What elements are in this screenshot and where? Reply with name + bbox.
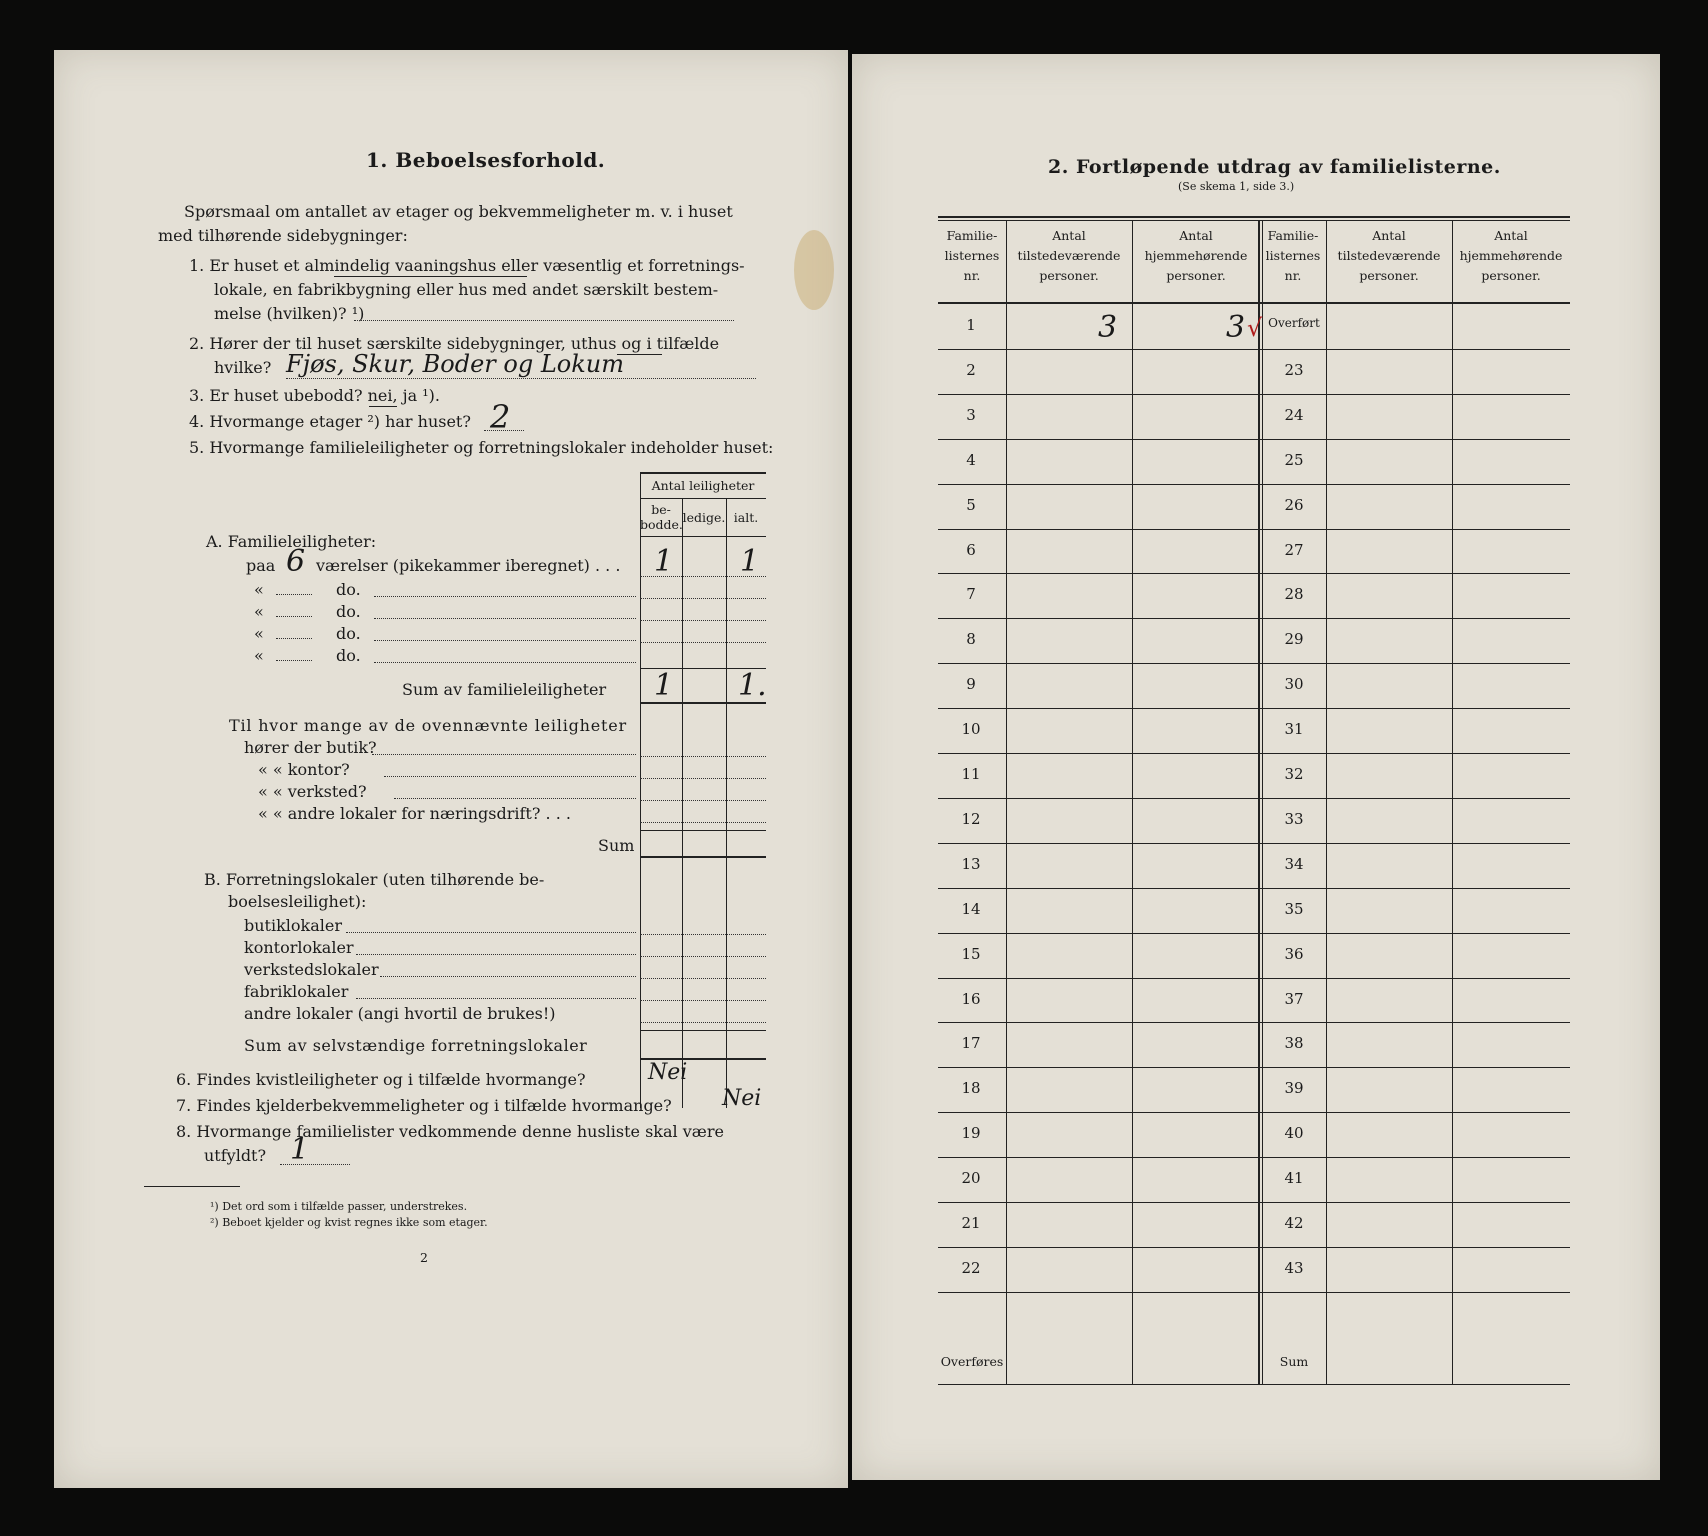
table-row-line <box>640 978 766 979</box>
leader-dots <box>374 596 636 597</box>
table-row-line <box>938 1292 1570 1293</box>
footnote-1: ¹) Det ord som i tilfælde passer, understrekes. <box>210 1200 468 1213</box>
underline-nei <box>369 406 397 407</box>
header-familielisternes-nr: Familie- listernes nr. <box>944 228 1000 283</box>
header-tilstedevaerende: Antal tilstedeværende personer. <box>1017 228 1121 283</box>
table-col-divider-2 <box>726 498 727 1108</box>
paper-stain <box>794 230 834 310</box>
row-number-left: 5 <box>966 495 976 514</box>
row-number-right: 25 <box>1284 450 1304 469</box>
table-row-line <box>938 933 1570 934</box>
table-row-line <box>938 1067 1570 1068</box>
row-number-left: 15 <box>961 944 981 963</box>
table-col-divider-1 <box>682 498 683 1108</box>
question-7-answer: Nei <box>722 1086 762 1111</box>
do-row-blank <box>276 616 312 617</box>
table-row-line <box>938 618 1570 619</box>
table-header-divider <box>640 498 766 499</box>
row-number-left: 6 <box>966 540 976 559</box>
til-line-2: hører der butik? <box>244 738 377 757</box>
question-1-line-2: lokale, en fabrikbygning eller hus med andet særskilt bestem- <box>214 280 719 299</box>
row-number-right: 40 <box>1284 1124 1304 1143</box>
row-number-right: 38 <box>1284 1034 1304 1053</box>
left-page-title: 1. Beboelsesforhold. <box>366 148 606 172</box>
question-4: 4. Hvormange etager ²) har huset? <box>189 412 471 431</box>
table-row-line <box>640 642 766 643</box>
leader-dots <box>346 932 636 933</box>
row-number-right: 30 <box>1284 675 1304 694</box>
table-row-line <box>640 934 766 935</box>
row-number-right: 23 <box>1284 360 1304 379</box>
table-row-line <box>640 830 766 831</box>
table-row-line <box>938 753 1570 754</box>
row-number-right: 32 <box>1284 765 1304 783</box>
question-3: 3. Er huset ubebodd? nei, ja ¹). <box>189 386 440 405</box>
table-row-line <box>640 956 766 957</box>
table-row-line <box>640 598 766 599</box>
question-8-answer: 1 <box>290 1132 310 1167</box>
row-1-tilstedevaerende: 3 <box>1098 310 1118 345</box>
row-number-left: 21 <box>961 1214 981 1232</box>
answer-line <box>280 1164 350 1165</box>
question-6-answer: Nei <box>648 1060 688 1085</box>
question-2-answer: Fjøs, Skur, Boder og Lokum <box>286 350 624 378</box>
table-row-line <box>938 1022 1570 1023</box>
header-hjemmehorende: Antal hjemmehørende personer. <box>1144 228 1248 283</box>
table-header-bottom <box>640 536 766 537</box>
red-check-mark: √ <box>1247 314 1263 342</box>
row-number-left: 22 <box>961 1258 981 1277</box>
footnote-2: ²) Beboet kjelder og kvist regnes ikke som etager. <box>210 1216 488 1229</box>
column-bebodde: be- bodde. <box>640 502 683 532</box>
row-number-right: 36 <box>1284 944 1304 963</box>
section-b-line-2: boelsesleilighet): <box>228 892 367 911</box>
row-number-right: 37 <box>1284 989 1304 1008</box>
footer-overfores: Overføres <box>940 1354 1004 1369</box>
row-number-left: 7 <box>966 585 976 604</box>
sum-fam-bebodde: 1 <box>654 668 674 703</box>
row-number-left: 1 <box>966 316 976 334</box>
b-kontorlokaler: kontorlokaler <box>244 938 354 957</box>
do-row-prefix: « <box>254 602 264 621</box>
table-header: Antal leiligheter <box>651 478 755 493</box>
question-1-line-3: melse (hvilken)? ¹) <box>214 304 365 323</box>
row-number-left: 13 <box>961 854 981 873</box>
do-row-blank <box>276 638 312 639</box>
section-a-title: A. Familieleiligheter: <box>206 532 377 551</box>
table-row-line <box>938 394 1570 395</box>
table-row-line <box>938 1202 1570 1203</box>
table-row-line <box>640 576 766 577</box>
til-line-1: Til hvor mange av de ovennævnte leiligheter <box>229 716 627 735</box>
intro-line-2: med tilhørende sidebygninger: <box>158 226 408 245</box>
row-number-right: 31 <box>1284 720 1304 739</box>
table-row-line <box>938 439 1570 440</box>
b-andre-lokaler: andre lokaler (angi hvortil de brukes!) <box>244 1004 556 1023</box>
question-8-line-1: 8. Hvormange familielister vedkommende denne husliste skal være <box>176 1122 724 1141</box>
table-top-border <box>640 472 766 474</box>
header-bottom-border <box>938 302 1570 304</box>
row-number-right: Overført <box>1268 316 1320 330</box>
footnote-separator <box>144 1186 240 1187</box>
row-number-right: 26 <box>1284 495 1304 514</box>
do-row-prefix: « <box>254 580 264 599</box>
row-number-right: 43 <box>1284 1258 1304 1277</box>
header-familielisternes-nr-2: Familie- listernes nr. <box>1265 228 1321 283</box>
row-number-left: 4 <box>966 450 976 469</box>
table-row-line <box>938 978 1570 979</box>
table-row-line <box>938 888 1570 889</box>
leader-dots <box>384 776 636 777</box>
right-page-title: 2. Fortløpende utdrag av familielisterne. <box>1048 156 1501 178</box>
row-number-left: 19 <box>961 1124 981 1143</box>
page-number: 2 <box>420 1250 428 1265</box>
table-top-border-inner <box>938 220 1570 221</box>
b-fabriklokaler: fabriklokaler <box>244 982 349 1001</box>
row-number-left: 11 <box>961 765 981 783</box>
table-row-line <box>938 708 1570 709</box>
question-1-line-1: 1. Er huset et almindelig vaaningshus eller væsentlig et forretnings- <box>189 256 745 275</box>
rooms-ialt-answer: 1 <box>740 544 760 579</box>
b-butiklokaler: butiklokaler <box>244 916 343 935</box>
row-number-right: 42 <box>1284 1214 1304 1232</box>
table-row-line <box>938 843 1570 844</box>
row-number-right: 28 <box>1284 585 1304 604</box>
row-1-hjemmehorende: 3 <box>1226 310 1246 345</box>
table-row-line <box>938 529 1570 530</box>
table-row-line <box>640 1030 766 1031</box>
do-row-prefix: « <box>254 624 264 643</box>
table-row-line <box>938 663 1570 664</box>
table-row-line <box>640 620 766 621</box>
til-verksted: « « verksted? <box>258 782 367 801</box>
column-ledige: ledige. <box>682 510 726 525</box>
leader-dots <box>372 754 636 755</box>
row-number-left: 2 <box>966 360 976 379</box>
question-5: 5. Hvormange familieleiligheter og forretningslokaler indeholder huset: <box>189 438 774 457</box>
question-2-line-1: 2. Hører der til huset særskilte sidebygninger, uthus og i tilfælde <box>189 334 720 353</box>
table-row-line <box>640 778 766 779</box>
table-row-line <box>640 1022 766 1023</box>
til-andre: « « andre lokaler for næringsdrift? . . . <box>258 804 571 823</box>
sum-label: Sum <box>598 836 635 855</box>
table-row-line <box>938 1157 1570 1158</box>
table-row-line <box>640 702 766 704</box>
underline-vaaningshus <box>334 276 527 277</box>
leader-dots <box>380 976 636 977</box>
table-row-line <box>938 484 1570 485</box>
row-number-left: 8 <box>966 630 976 649</box>
table-row-line <box>938 1247 1570 1248</box>
table-row-line <box>640 856 766 858</box>
row-number-left: 3 <box>966 405 976 424</box>
question-6: 6. Findes kvistleiligheter og i tilfælde hvormange? <box>176 1070 586 1089</box>
question-7: 7. Findes kjelderbekvemmeligheter og i tilfælde hvormange? <box>176 1096 672 1115</box>
table-row-line <box>640 822 766 823</box>
answer-line <box>286 378 756 379</box>
right-page <box>852 54 1660 1480</box>
row-number-left: 12 <box>961 809 981 828</box>
b-sum: Sum av selvstændige forretningslokaler <box>244 1036 588 1055</box>
row-number-left: 20 <box>961 1169 981 1188</box>
leader-dots <box>394 798 636 799</box>
do-row-label: do. <box>336 646 361 665</box>
row-number-right: 35 <box>1284 899 1304 918</box>
table-row-line <box>640 1000 766 1001</box>
question-2-line-2: hvilke? <box>214 358 272 377</box>
row-number-left: 10 <box>961 720 981 739</box>
row-number-right: 24 <box>1284 405 1304 424</box>
rooms-row-label: værelser (pikekammer iberegnet) . . . <box>316 556 621 575</box>
do-row-blank <box>276 594 312 595</box>
question-4-answer: 2 <box>490 398 511 436</box>
row-number-left: 18 <box>961 1079 981 1098</box>
rooms-bebodde-answer: 1 <box>654 544 674 579</box>
left-page <box>54 50 848 1488</box>
row-number-right: 29 <box>1284 630 1304 649</box>
row-number-right: 34 <box>1284 854 1304 873</box>
do-row-blank <box>276 660 312 661</box>
intro-line-1: Spørsmaal om antallet av etager og bekvemmeligheter m. v. i huset <box>184 202 733 221</box>
rooms-row-prefix: paa <box>246 556 276 575</box>
do-row-label: do. <box>336 602 361 621</box>
do-row-label: do. <box>336 624 361 643</box>
answer-line <box>484 430 524 431</box>
rooms-row-answer: 6 <box>286 544 306 579</box>
table-row-line <box>938 349 1570 350</box>
row-number-left: 16 <box>961 989 981 1008</box>
table-bottom-border <box>938 1384 1570 1385</box>
row-number-left: 9 <box>966 675 976 694</box>
question-8-line-2: utfyldt? <box>204 1146 267 1165</box>
table-row-line <box>938 1112 1570 1113</box>
sum-familieleiligheter-label: Sum av familieleiligheter <box>402 680 607 699</box>
section-b-line-1: B. Forretningslokaler (uten tilhørende be- <box>204 870 545 889</box>
table-row-line <box>938 573 1570 574</box>
answer-line <box>354 320 734 321</box>
row-number-left: 14 <box>961 899 981 918</box>
table-row-line <box>640 756 766 757</box>
til-kontor: « « kontor? <box>258 760 350 779</box>
row-number-right: 33 <box>1284 809 1304 828</box>
do-row-label: do. <box>336 580 361 599</box>
table-left-border <box>640 472 641 1108</box>
header-hjemmehorende-2: Antal hjemmehørende personer. <box>1459 228 1563 283</box>
row-number-right: 27 <box>1284 540 1304 559</box>
table-top-border <box>938 216 1570 218</box>
right-page-subtitle: (Se skema 1, side 3.) <box>1178 180 1295 193</box>
b-verkstedslokaler: verkstedslokaler <box>244 960 379 979</box>
leader-dots <box>374 640 636 641</box>
row-number-left: 17 <box>961 1034 981 1053</box>
sum-fam-ialt: 1. <box>738 668 767 703</box>
footer-sum: Sum <box>1279 1354 1309 1369</box>
header-tilstedevaerende-2: Antal tilstedeværende personer. <box>1337 228 1441 283</box>
do-row-prefix: « <box>254 646 264 665</box>
row-number-right: 39 <box>1284 1079 1304 1098</box>
row-number-right: 41 <box>1284 1169 1304 1188</box>
table-row-line <box>640 800 766 801</box>
leader-dots <box>374 662 636 663</box>
table-row-line <box>938 798 1570 799</box>
leader-dots <box>356 954 636 955</box>
leader-dots <box>374 618 636 619</box>
column-ialt: ialt. <box>733 510 759 525</box>
leader-dots <box>356 998 636 999</box>
